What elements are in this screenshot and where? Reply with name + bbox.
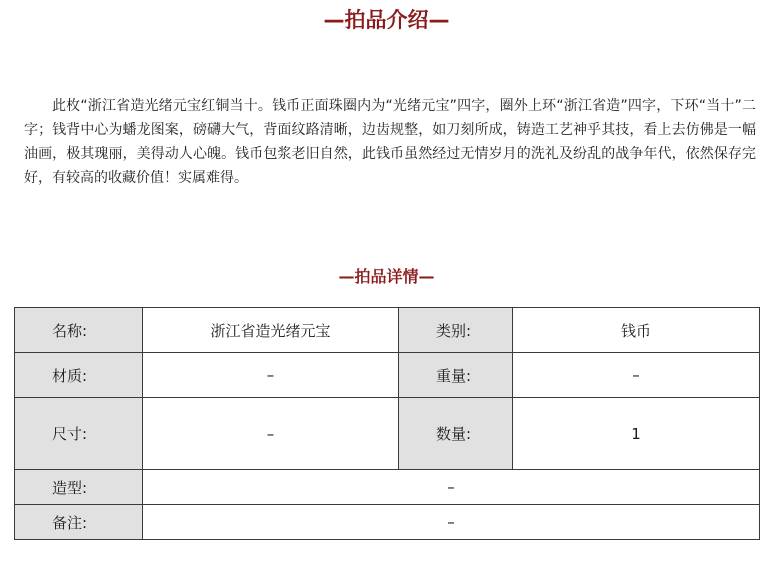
weight-label: 重量: [399,353,513,398]
intro-title: —拍品介绍— [323,8,450,32]
size-label: 尺寸: [15,398,143,470]
category-value: 钱币 [513,308,760,353]
name-label: 名称: [15,308,143,353]
material-value: – [143,353,399,398]
shape-value: – [143,470,760,505]
name-value: 浙江省造光绪元宝 [143,308,399,353]
table-row [15,353,760,398]
table-row [15,470,760,505]
table-row [15,308,760,353]
quantity-label: 数量: [399,398,513,470]
remarks-value: – [143,505,760,540]
details-title: —拍品详情— [338,267,435,286]
material-label: 材质: [15,353,143,398]
table-row [15,398,760,470]
item-description: 此枚“浙江省造光绪元宝红铜当十。钱币正面珠圈内为“光绪元宝”四字，圈外上环“浙江省造”四字，下环“当十”二字；钱背中心为蟠龙图案，磅礴大气，背面纹路清晰，边齿规整，如刀刻所成，铸造工艺神乎其技，看上去仿佛是一幅油画，极其瑰丽，美得动人心魄。钱币包浆老旧自然，此钱币虽然经过无情岁月的洗礼及纷乱的战争年代，依然保存完好，有较高的收藏价值！实属难得。 [24,98,756,186]
quantity-value: 1 [513,398,760,470]
size-value: – [143,398,399,470]
shape-label: 造型: [15,470,143,505]
table-row [15,505,760,540]
weight-value: – [513,353,760,398]
details-table [14,307,760,540]
remarks-label: 备注: [15,505,143,540]
category-label: 类别: [399,308,513,353]
